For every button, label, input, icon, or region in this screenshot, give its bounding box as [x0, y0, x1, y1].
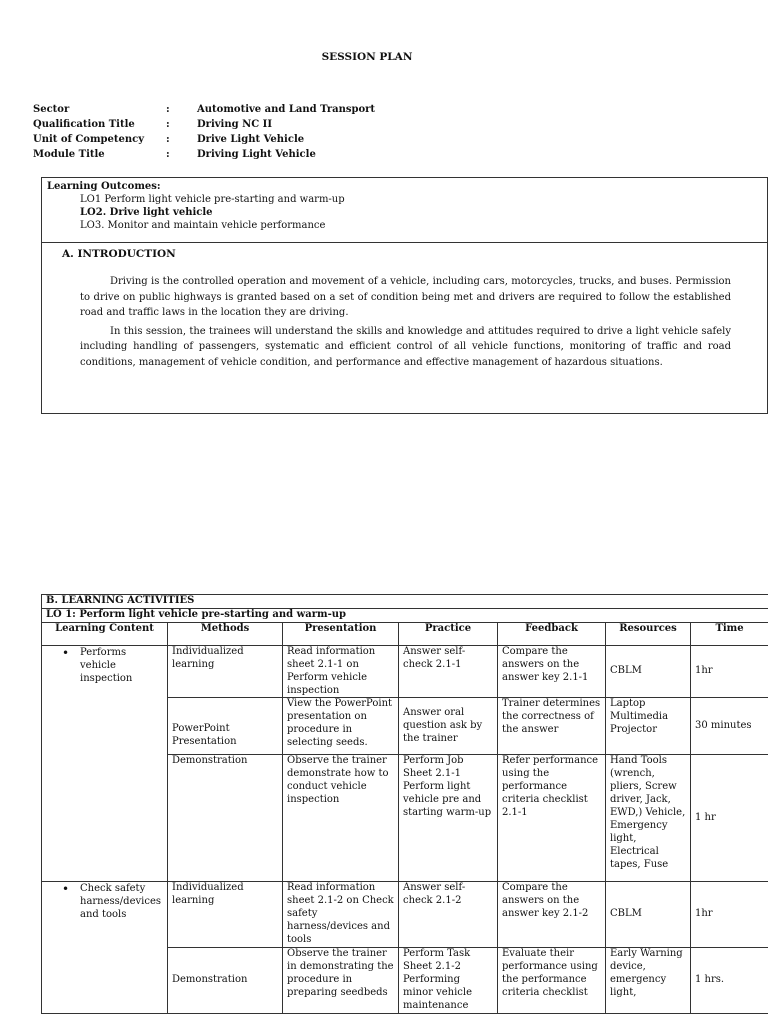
learning-content-text: Check safety harness/devices and tools	[80, 883, 161, 921]
column-header: Methods	[168, 622, 283, 645]
table-header-row	[42, 622, 768, 645]
bullet-icon: •	[62, 882, 70, 897]
meta-value: Drive Light Vehicle	[197, 134, 305, 145]
methods-cell: PowerPoint Presentation	[168, 698, 283, 755]
lo-title-row	[42, 608, 768, 622]
introduction-section	[42, 248, 767, 370]
learning-outcomes	[42, 178, 767, 243]
meta-value: Driving NC II	[197, 119, 273, 130]
methods-cell: Demonstration	[168, 755, 283, 882]
meta-value: Driving Light Vehicle	[197, 149, 316, 160]
time-cell: 1hr	[691, 645, 768, 698]
lo-title: LO 1: Perform light vehicle pre-starting and warm-up	[42, 608, 768, 622]
meta-value: Automotive and Land Transport	[197, 104, 376, 115]
resources-cell: CBLM	[606, 645, 691, 698]
meta-label: Module Title	[33, 149, 105, 160]
methods-cell: Individualized learning	[168, 882, 283, 948]
resources-cell: Hand Tools (wrench, pliers, Screw driver, Jack, EWD,) Vehicle, Emergency light, Electrical tapes, Fuse	[606, 755, 691, 882]
column-header: Resources	[606, 622, 691, 645]
meta-label: Sector	[33, 104, 70, 115]
time-cell: 1 hr	[691, 755, 768, 882]
introduction-text	[42, 274, 767, 370]
section-title: B. LEARNING ACTIVITIES	[42, 595, 768, 609]
section-title-row	[42, 595, 768, 609]
outcomes-introduction-box	[41, 177, 768, 414]
methods-cell: Individualized learning	[168, 645, 283, 698]
meta-row-qualification	[33, 117, 375, 132]
feedback-cell: Refer performance using the performance criteria checklist 2.1-1	[498, 755, 606, 882]
column-header: Time	[691, 622, 768, 645]
meta-colon: :	[166, 104, 170, 115]
introduction-heading: A. INTRODUCTION	[62, 248, 176, 260]
learning-content-cell	[42, 882, 168, 1014]
meta-label: Qualification Title	[33, 119, 135, 130]
methods-cell: Demonstration	[168, 948, 283, 1014]
feedback-cell: Compare the answers on the answer key 2.1-1	[498, 645, 606, 698]
table-row	[42, 645, 768, 698]
introduction-paragraph: Driving is the controlled operation and movement of a vehicle, including cars, motorcycles, trucks, and buses. Permission to drive on public highways is granted based on a set of condition being met and drivers are required to follow the established road and traffic laws in the location they are driving.	[80, 276, 731, 318]
practice-cell: Answer self-check 2.1-1	[399, 645, 498, 698]
resources-cell: Early Warning device, emergency light,	[606, 948, 691, 1014]
meta-colon: :	[166, 149, 170, 160]
column-header: Practice	[399, 622, 498, 645]
learning-outcome-item: LO1 Perform light vehicle pre-starting and warm-up	[80, 194, 345, 205]
meta-row-unit	[33, 132, 375, 147]
learning-activities-table	[41, 594, 768, 1014]
learning-outcome-item: LO3. Monitor and maintain vehicle performance	[80, 220, 326, 231]
table-row	[42, 882, 768, 948]
practice-cell: Perform Task Sheet 2.1-2 Performing minor vehicle maintenance	[399, 948, 498, 1014]
column-header: Presentation	[283, 622, 399, 645]
bullet-icon: •	[62, 645, 70, 660]
meta-row-module	[33, 147, 375, 162]
presentation-cell: Observe the trainer demonstrate how to conduct vehicle inspection	[283, 755, 399, 882]
feedback-cell: Trainer determines the correctness of the answer	[498, 698, 606, 755]
column-header: Learning Content	[42, 622, 168, 645]
practice-cell: Answer self-check 2.1-2	[399, 882, 498, 948]
presentation-cell: Read information sheet 2.1-1 on Perform vehicle inspection	[283, 645, 399, 698]
learning-outcomes-heading: Learning Outcomes:	[47, 181, 161, 192]
practice-cell: Answer oral question ask by the trainer	[399, 698, 498, 755]
resources-cell: Laptop Multimedia Projector	[606, 698, 691, 755]
time-cell: 1hr	[691, 882, 768, 948]
feedback-cell: Compare the answers on the answer key 2.1-2	[498, 882, 606, 948]
presentation-cell: View the PowerPoint presentation on procedure in selecting seeds.	[283, 698, 399, 755]
column-header: Feedback	[498, 622, 606, 645]
presentation-cell: Read information sheet 2.1-2 on Check safety harness/devices and tools	[283, 882, 399, 948]
page-title: SESSION PLAN	[321, 51, 413, 63]
practice-cell: Perform Job Sheet 2.1-1 Perform light vehicle pre and starting warm-up	[399, 755, 498, 882]
introduction-paragraph: In this session, the trainees will understand the skills and knowledge and attitudes required to drive a light vehicle safely including handling of passengers, systematic and efficient control of all vehicle functions, monitoring of traffic and road conditions, management of vehicle condition, and performance and effective management of hazardous situations.	[80, 325, 731, 368]
meta-colon: :	[166, 134, 170, 145]
module-info	[33, 102, 375, 162]
learning-content-cell	[42, 645, 168, 882]
presentation-cell: Observe the trainer in demonstrating the procedure in preparing seedbeds	[283, 948, 399, 1014]
learning-content-text: Performs vehicle inspection	[80, 646, 133, 684]
time-cell: 1 hrs.	[691, 948, 768, 1014]
resources-cell: CBLM	[606, 882, 691, 948]
meta-colon: :	[166, 119, 170, 130]
time-cell: 30 minutes	[691, 698, 768, 755]
feedback-cell: Evaluate their performance using the performance criteria checklist	[498, 948, 606, 1014]
learning-outcome-item: LO2. Drive light vehicle	[80, 207, 213, 218]
meta-label: Unit of Competency	[33, 134, 145, 145]
meta-row-sector	[33, 102, 375, 117]
